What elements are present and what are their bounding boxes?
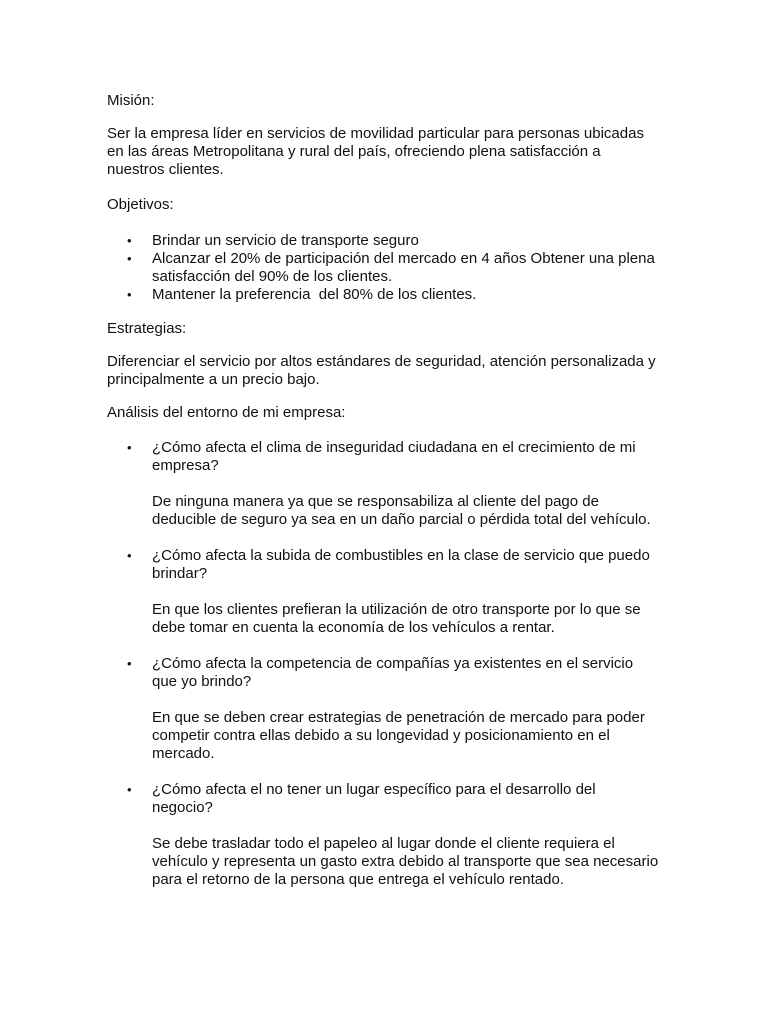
list-item xyxy=(107,232,677,250)
document-page xyxy=(107,92,677,907)
analisis-answer: En que los clientes prefieran la utilización de otro transporte por lo que se debe tomar en cuenta la economía de los vehículos a rentar. xyxy=(152,601,641,636)
bullet-icon: • xyxy=(127,287,132,302)
bullet-icon: • xyxy=(127,782,132,797)
objetivos-heading: Objetivos: xyxy=(107,196,174,213)
analisis-list xyxy=(107,439,677,889)
analisis-answer: Se debe trasladar todo el papeleo al lugar donde el cliente requiera el vehículo y representa un gasto extra debido al transporte que sea necesario para el retorno de la persona que entrega el vehículo rentado. xyxy=(152,835,659,888)
objetivo-text: Brindar un servicio de transporte seguro xyxy=(152,232,419,249)
mision-heading: Misión: xyxy=(107,92,155,109)
list-item xyxy=(107,547,677,637)
objetivo-text: Mantener la preferencia del 80% de los clientes. xyxy=(152,286,477,303)
analisis-question: ¿Cómo afecta la subida de combustibles en la clase de servicio que puedo brindar? xyxy=(152,547,650,582)
list-item xyxy=(107,439,677,529)
bullet-icon: • xyxy=(127,440,132,455)
mision-text: Ser la empresa líder en servicios de movilidad particular para personas ubicadas en las áreas Metropolitana y rural del país, ofreciendo plena satisfacción a nuestros clientes. xyxy=(107,125,644,178)
objetivos-list xyxy=(107,232,677,304)
list-item xyxy=(107,286,677,304)
bullet-icon: • xyxy=(127,251,132,266)
analisis-question: ¿Cómo afecta la competencia de compañías ya existentes en el servicio que yo brindo? xyxy=(152,655,634,690)
estrategias-text: Diferenciar el servicio por altos estándares de seguridad, atención personalizada y principalmente a un precio bajo. xyxy=(107,353,656,388)
analisis-question: ¿Cómo afecta el no tener un lugar específico para el desarrollo del negocio? xyxy=(152,781,596,816)
analisis-answer: De ninguna manera ya que se responsabiliza al cliente del pago de deducible de seguro ya sea en un daño parcial o pérdida total del vehículo. xyxy=(152,493,651,528)
bullet-icon: • xyxy=(127,233,132,248)
analisis-heading: Análisis del entorno de mi empresa: xyxy=(107,404,346,421)
analisis-answer: En que se deben crear estrategias de penetración de mercado para poder competir contra ellas debido a su longevidad y posicionamiento en el mercado. xyxy=(152,709,645,762)
objetivo-text: Alcanzar el 20% de participación del mercado en 4 años Obtener una plena satisfacción del 90% de los clientes. xyxy=(152,250,655,285)
list-item xyxy=(107,250,677,286)
estrategias-heading: Estrategias: xyxy=(107,320,187,337)
list-item xyxy=(107,655,677,763)
bullet-icon: • xyxy=(127,548,132,563)
analisis-question: ¿Cómo afecta el clima de inseguridad ciudadana en el crecimiento de mi empresa? xyxy=(152,439,636,474)
list-item xyxy=(107,781,677,889)
bullet-icon: • xyxy=(127,656,132,671)
